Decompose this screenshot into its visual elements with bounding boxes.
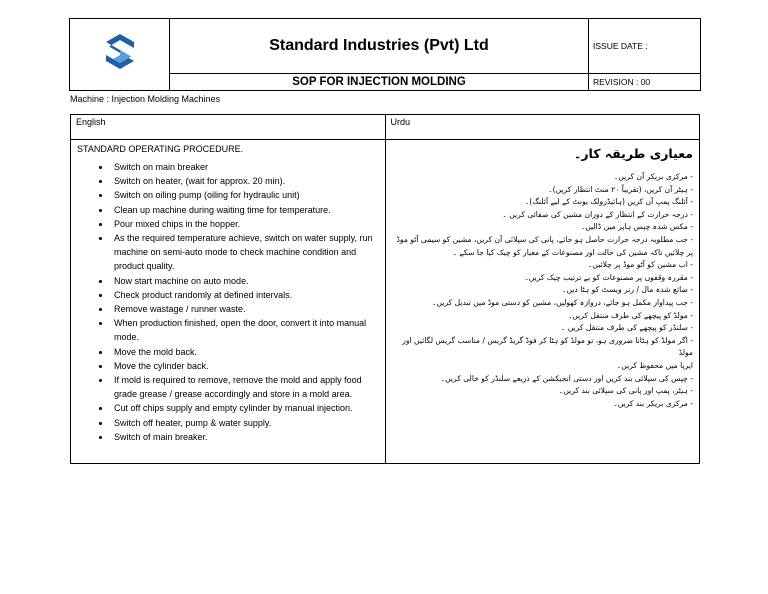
issue-date-label: ISSUE DATE : <box>589 19 701 74</box>
english-step-item: • Clean up machine during waiting time for temperature. <box>111 203 379 217</box>
company-name: Standard Industries (Pvt) Ltd <box>170 19 589 74</box>
document-header <box>69 18 701 91</box>
english-step-item: • As the required temperature achieve, switch on water supply, run machine on semi-auto mode to check machine condition and product quality. <box>111 231 379 274</box>
urdu-step-line: - مرکزی بریکر آن کریں۔ <box>613 172 693 181</box>
english-step-item: • Switch on oiling pump (oiling for hydraulic unit) <box>111 188 379 202</box>
english-step-item: • Move the cylinder back. <box>111 359 379 373</box>
urdu-procedure-cell <box>385 140 700 464</box>
logo-cell <box>70 19 170 91</box>
urdu-step-line: - چپس کی سپلائی بند کریں اور دستی انجیکشن کے ذریعے سلنڈر کو خالی کریں۔ <box>440 373 693 383</box>
english-step-item: • Check product randomly at defined intervals. <box>111 288 379 302</box>
english-step-item: • Switch of main breaker. <box>111 430 379 444</box>
english-step-item: • Now start machine on auto mode. <box>111 274 379 288</box>
urdu-step-line: پر چلائیں تاکہ مشین کی حالت اور مصنوعات کے معیار کو چیک کیا جا سکے ۔ <box>452 247 693 257</box>
english-step-item: • Pour mixed chips in the hopper. <box>111 217 379 231</box>
urdu-step-line: - اب مشین کو آٹو موڈ پر چلائیں۔ <box>587 260 693 270</box>
english-step-item: • Remove wastage / runner waste. <box>111 302 379 316</box>
urdu-steps-list <box>392 171 694 410</box>
english-steps-list <box>77 160 379 444</box>
urdu-step-line: - اگر مولڈ کو ہٹانا ضروری ہو، تو مولڈ کو ہٹا کر فوڈ گریڈ گریس / مناسب گریس لگائیں اور مولڈ <box>402 335 693 358</box>
urdu-step-line: - ہیٹر، پمپ اور پانی کی سپلائی بند کریں۔ <box>558 386 693 396</box>
english-step-item: • Switch on main breaker <box>111 160 379 174</box>
english-step-item: • Move the mold back. <box>111 345 379 359</box>
urdu-step-line: - ضائع شدہ مال / رنر ویسٹ کو ہٹا دیں۔ <box>562 285 693 295</box>
english-step-item: • Switch on heater, (wait for approx. 20 min). <box>111 174 379 188</box>
english-procedure-heading: STANDARD OPERATING PROCEDURE. <box>77 144 244 154</box>
urdu-step-line: - مرکزی بریکر بند کریں۔ <box>613 398 693 408</box>
urdu-step-line: - مقررہ وقفوں پر مصنوعات کو بے ترتیب چیک کریں۔ <box>524 272 693 282</box>
urdu-step-line: - مکس شدہ چپس ہاپر میں ڈالیں۔ <box>580 222 693 232</box>
urdu-step-line: - جب مطلوبہ درجہ حرارت حاصل ہو جائے، پانی کی سپلائی آن کریں، مشین کو سیمی آٹو موڈ <box>396 234 693 244</box>
urdu-step-line: - ہیٹر آن کریں، (تقریباً ۲۰ منٹ انتظار کریں)۔ <box>548 184 693 194</box>
english-procedure-cell <box>71 140 386 464</box>
urdu-step-line: - سلنڈر کو پیچھے کی طرف منتقل کریں ۔ <box>560 323 693 333</box>
english-step-item: • Switch off heater, pump & water supply. <box>111 416 379 430</box>
urdu-step-line: - درجہ حرارت کے انتظار کے دوران مشین کی صفائی کریں ۔ <box>502 209 693 219</box>
english-step-item: • If mold is required to remove, remove the mold and apply food grade grease / grease accordingly and store in a mold area. <box>111 373 379 401</box>
revision-label: REVISION : 00 <box>589 74 701 91</box>
urdu-step-line: - جب پیداوار مکمل ہو جائے، دروازہ کھولیں، مشین کو دستی موڈ میں تبدیل کریں۔ <box>432 297 693 307</box>
urdu-procedure-heading: معیاری طریقہ کار۔ <box>574 146 693 161</box>
english-step-item: • Cut off chips supply and empty cylinder by manual injection. <box>111 401 379 415</box>
english-column-header: English <box>71 115 386 140</box>
english-step-item: • When production finished, open the door, convert it into manual mode. <box>111 316 379 344</box>
urdu-step-line: - آئلنگ پمپ آن کریں (ہائیڈرولک یونٹ کے لیے آئلنگ)۔ <box>524 197 693 207</box>
document-title: SOP FOR INJECTION MOLDING <box>170 74 589 91</box>
company-s-logo-icon <box>103 32 137 72</box>
urdu-step-line: - مولڈ کو پیچھے کی طرف منتقل کریں۔ <box>567 310 693 320</box>
procedure-table <box>70 114 700 464</box>
urdu-column-header: Urdu <box>385 115 700 140</box>
machine-line: Machine : Injection Molding Machines <box>70 94 221 104</box>
urdu-step-line: ایریا میں محفوظ کریں۔ <box>616 360 693 370</box>
